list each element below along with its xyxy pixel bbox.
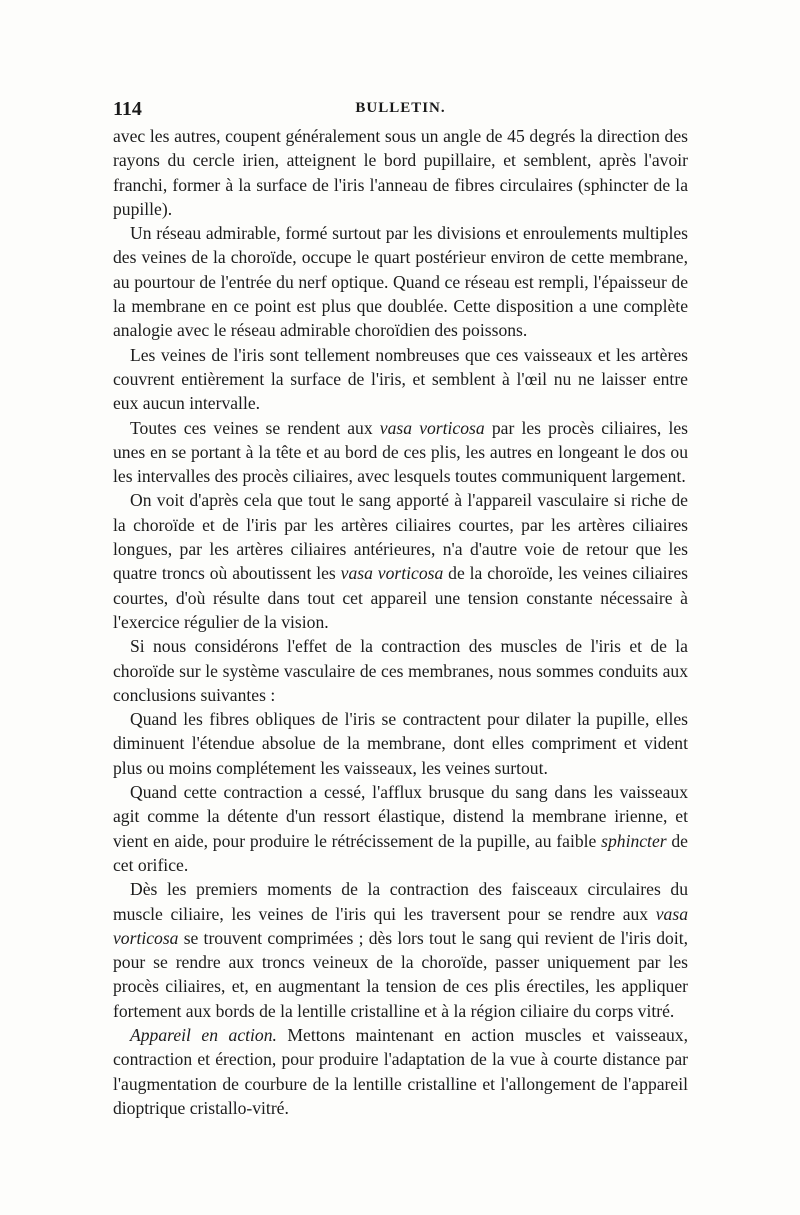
- text-segment: Dès les premiers moments de la contraction des faisceaux circulaires du muscle ciliaire, les veines de l'iris qui les traversent pour se rendre aux: [113, 879, 688, 924]
- text-segment: de la choroïde, les veines ciliaires courtes, d'où résulte dans tout cet appareil une tension constante nécessaire à l'exercice régulier de la vision.: [113, 563, 688, 632]
- paragraph: [113, 416, 688, 489]
- text-segment: Si nous considérons l'effet de la contraction des muscles de l'iris et de la choroïde sur le système vasculaire de ces membranes, nous sommes conduits aux conclusions suivantes :: [113, 636, 688, 705]
- running-title: BULLETIN.: [355, 100, 446, 116]
- text-segment: Toutes ces veines se rendent aux: [130, 417, 380, 438]
- paragraph: [113, 124, 688, 221]
- paragraph: [113, 780, 688, 877]
- italic-text-segment: vasa vorticosa: [113, 903, 688, 948]
- text-segment: Les veines de l'iris sont tellement nombreuses que ces vaisseaux et les artères couvrent entièrement la surface de l'iris, et semblent à l'œil nu ne laisser entre eux aucun intervalle.: [113, 344, 688, 414]
- page-header: [113, 98, 688, 122]
- paragraph: [113, 343, 688, 416]
- paragraph: [113, 1023, 688, 1120]
- paragraph: [113, 877, 688, 1023]
- text-segment: se trouvent comprimées ; dès lors tout le sang qui revient de l'iris doit, pour se rendre aux troncs veineux de la choroïde, passer uniquement par les procès ciliaires, et, en augmentant la tension de ces plis érectiles, les appliquer fortement aux bords de la lentille cristalline et à la région ciliaire du corps vitré.: [113, 927, 688, 1021]
- paragraph: [113, 221, 688, 342]
- text-segment: Mettons maintenant en action muscles et vaisseaux, contraction et érection, pour produire l'adaptation de la vue à courte distance par l'augmentation de courbure de la lentille cristalline et l'allongement de l'appareil dioptrique cristallo-vitré.: [113, 1024, 688, 1118]
- italic-text-segment: Appareil en action.: [130, 1024, 277, 1045]
- text-segment: avec les autres, coupent généralement sous un angle de 45 degrés la direction des rayons du cercle irien, atteignent le bord pupillaire, et semblent, après l'avoir franchi, former à la surface de l'iris l'anneau de fibres circulaires (sphincter de la pupille).: [113, 126, 688, 219]
- body-text: [113, 124, 688, 1120]
- text-segment: Quand cette contraction a cessé, l'afflux brusque du sang dans les vaisseaux agit comme la détente d'un ressort élastique, distend la membrane irienne, et vient en aide, pour produire le rétrécissement de la pupille, au faible: [113, 782, 688, 851]
- text-segment: de cet orifice.: [113, 830, 688, 875]
- text-segment: par les procès ciliaires, les unes en se portant à la tête et au bord de ces plis, les autres en longeant le dos ou les intervalles des procès ciliaires, avec lesquels toutes communiquent largement.: [113, 417, 688, 487]
- paragraph: [113, 634, 688, 707]
- text-segment: Quand les fibres obliques de l'iris se contractent pour dilater la pupille, elles diminuent l'étendue absolue de la membrane, dont elles compriment et vident plus ou moins complétement les vaisseaux, les veines surtout.: [113, 709, 688, 778]
- page-number: 114: [113, 98, 142, 120]
- paragraph: [113, 488, 688, 634]
- italic-text-segment: vasa vorticosa: [379, 417, 485, 438]
- text-segment: On voit d'après cela que tout le sang apporté à l'appareil vasculaire si riche de la choroïde et de l'iris par les artères ciliaires courtes, par les artères ciliaires longues, par les artères ciliaires antérieures, n'a d'autre voie de retour que les quatre troncs où aboutissent les: [113, 490, 688, 584]
- text-segment: Un réseau admirable, formé surtout par les divisions et enroulements multiples des veines de la choroïde, occupe le quart postérieur environ de cette membrane, au pourtour de l'entrée du nerf optique. Quand ce réseau est rempli, l'épaisseur de la membrane en ce point est plus que doublée. Cette disposition a une complète analogie avec le réseau admirable choroïdien des poissons.: [113, 223, 688, 341]
- italic-text-segment: vasa vorticosa: [340, 563, 444, 584]
- paragraph: [113, 707, 688, 780]
- italic-text-segment: sphincter: [601, 830, 667, 851]
